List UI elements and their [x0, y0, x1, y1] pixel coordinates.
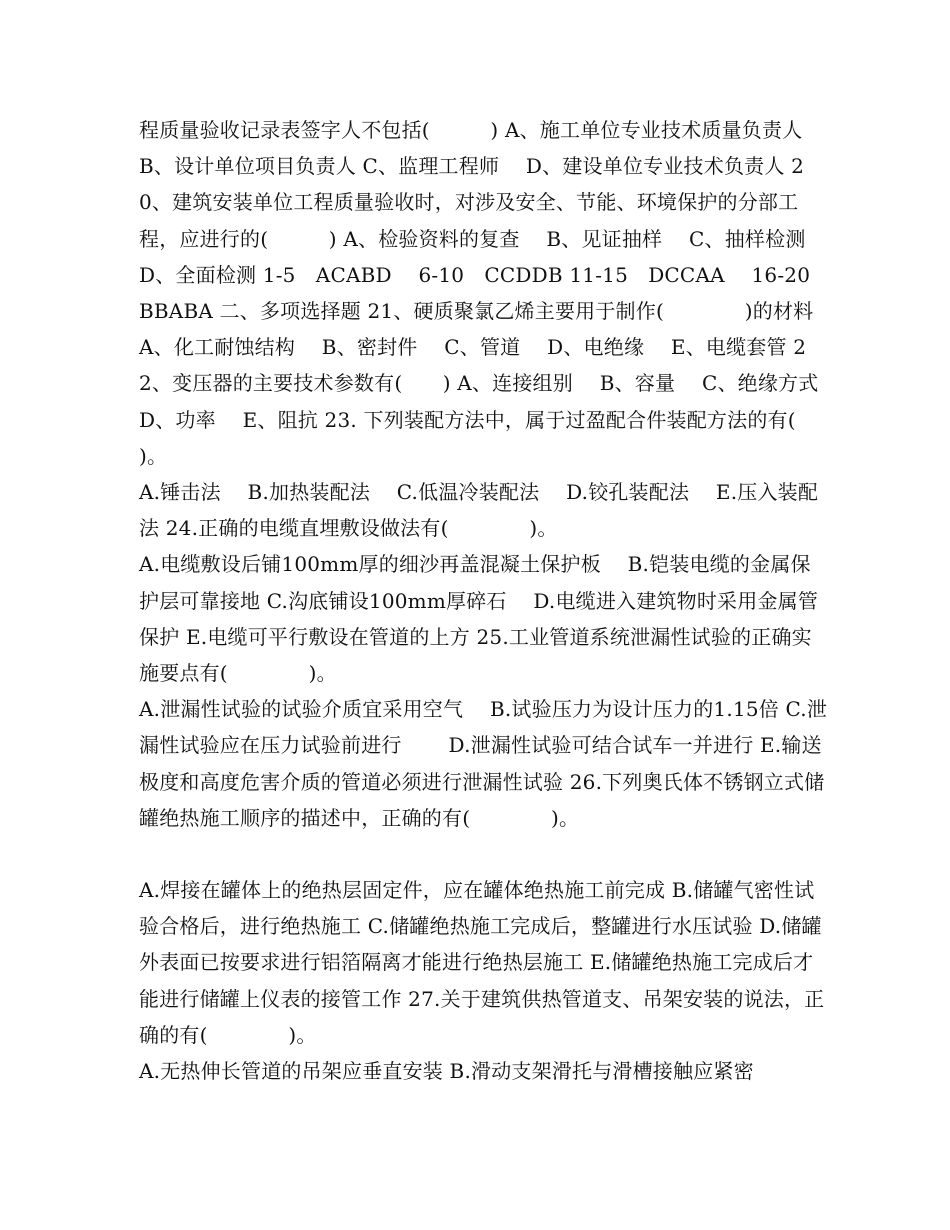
- paragraph-options-26-question-27: A.焊接在罐体上的绝热层固定件，应在罐体绝热施工前完成 B.储罐气密性试验合格后，进行绝热施工 C.储罐绝热施工完成后，整罐进行水压试验 D.储罐外表面已按要求进行铝箔隔离才能进行绝热层施工 E.储罐绝热施工完成后才能进行储罐上仪表的接管工作 27.关于建筑供热管道支、吊架安装的说法，正确的有( )。: [139, 878, 825, 1047]
- document-body: [139, 112, 877, 1089]
- paragraph-options-24-question-25: A.电缆敷设后铺100mm厚的细沙再盖混凝土保护板 B.铠装电缆的金属保护层可靠接地 C.沟底铺设100mm厚碎石 D.电缆进入建筑物时采用金属管保护 E.电缆可平行敷设在管道的上方 25.工业管道系统泄漏性试验的正确实施要点有( )。: [139, 552, 819, 686]
- paragraph-spacer: [139, 836, 829, 872]
- paragraph-options-25-question-26: A.泄漏性试验的试验介质宜采用空气 B.试验压力为设计压力的1.15倍 C.泄漏性试验应在压力试验前进行 D.泄漏性试验可结合试车一并进行 E.输送极度和高度危害介质的管道必须进行泄漏性试验 26.下列奥氏体不锈钢立式储罐绝热施工顺序的描述中，正确的有( )。: [139, 697, 828, 830]
- paragraph-question-19-23: 程质量验收记录表签字人不包括( ) A、施工单位专业技术质量负责人 B、设计单位项目负责人 C、监理工程师 D、建设单位专业技术负责人 20、建筑安装单位工程质量验收时，对涉及安全、节能、环境保护的分部工程，应进行的( ) A、检验资料的复查 B、见证抽样 C、抽样检测 D、全面检测 1-5 ACABD 6-10 CCDDB 11-15 DCCAA 16-20 BBABA 二、多项选择题 21、硬质聚氯乙烯主要用于制作( )的材料 A、化工耐蚀结构 B、密封件 C、管道 D、电绝缘 E、电缆套管 22、变压器的主要技术参数有( ) A、连接组别 B、容量 C、绝缘方式 D、功率 E、阻抗 23. 下列装配方法中，属于过盈配合件装配方法的有( )。: [139, 118, 877, 468]
- paragraph-options-23-question-24: A.锤击法 B.加热装配法 C.低温冷装配法 D.铰孔装配法 E.压入装配法 24.正确的电缆直埋敷设做法有( )。: [139, 480, 819, 541]
- paragraph-options-27: A.无热伸长管道的吊架应垂直安装 B.滑动支架滑托与滑槽接触应紧密: [139, 1059, 754, 1084]
